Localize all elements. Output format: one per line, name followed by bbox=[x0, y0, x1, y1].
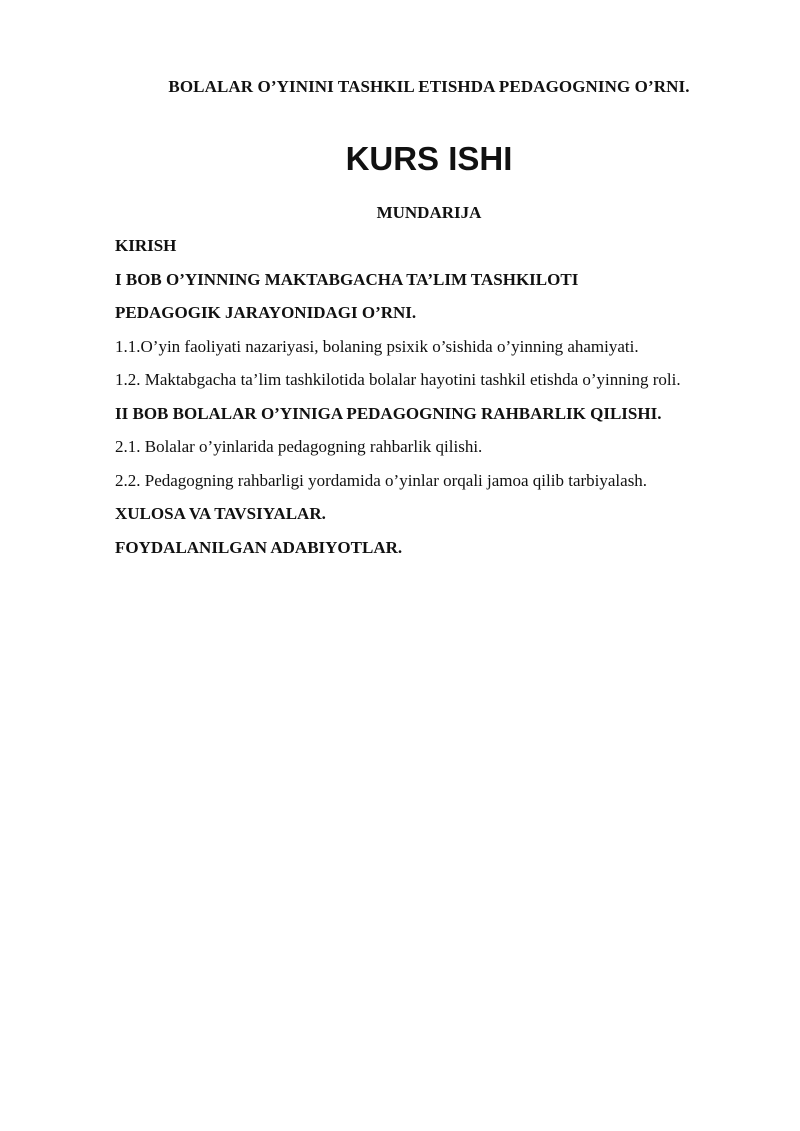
toc-entry-section-1-1: 1.1.O’yin faoliyati nazariyasi, bolaning psixik o’sishida o’yinning ahamiyati. bbox=[115, 336, 639, 356]
document-title: KURS ISHI bbox=[345, 140, 513, 177]
toc-entry-chapter-2: II BOB BOLALAR O’YINIGA PEDAGOGNING RAHBARLIK QILISHI. bbox=[115, 403, 662, 423]
toc-entry-section-1-2: 1.2. Maktabgacha ta’lim tashkilotida bolalar hayotini tashkil etishda o’yinning roli. bbox=[115, 370, 681, 389]
toc-entry-bibliography: FOYDALANILGAN ADABIYOTLAR. bbox=[115, 537, 403, 557]
toc-entry-introduction: KIRISH bbox=[115, 236, 177, 255]
toc-entry-section-2-1: 2.1. Bolalar o’yinlarida pedagogning rahbarlik qilishi. bbox=[115, 437, 483, 456]
table-of-contents bbox=[115, 234, 681, 569]
toc-entry-chapter-1-line-2: PEDAGOGIK JARAYONIDAGI O’RNI. bbox=[115, 303, 417, 322]
toc-entry-chapter-1-line-1: I BOB O’YINNING MAKTABGACHA TA’LIM TASHKILOTI bbox=[115, 269, 579, 289]
toc-entry-section-2-2: 2.2. Pedagogning rahbarligi yordamida o’yinlar orqali jamoa qilib tarbiyalash. bbox=[115, 470, 648, 490]
document-topic: BOLALAR O’YININI TASHKIL ETISHDA PEDAGOGNING O’RNI. bbox=[168, 77, 690, 96]
toc-entry-conclusion: XULOSA VA TAVSIYALAR. bbox=[115, 504, 326, 523]
contents-heading: MUNDARIJA bbox=[376, 203, 482, 222]
